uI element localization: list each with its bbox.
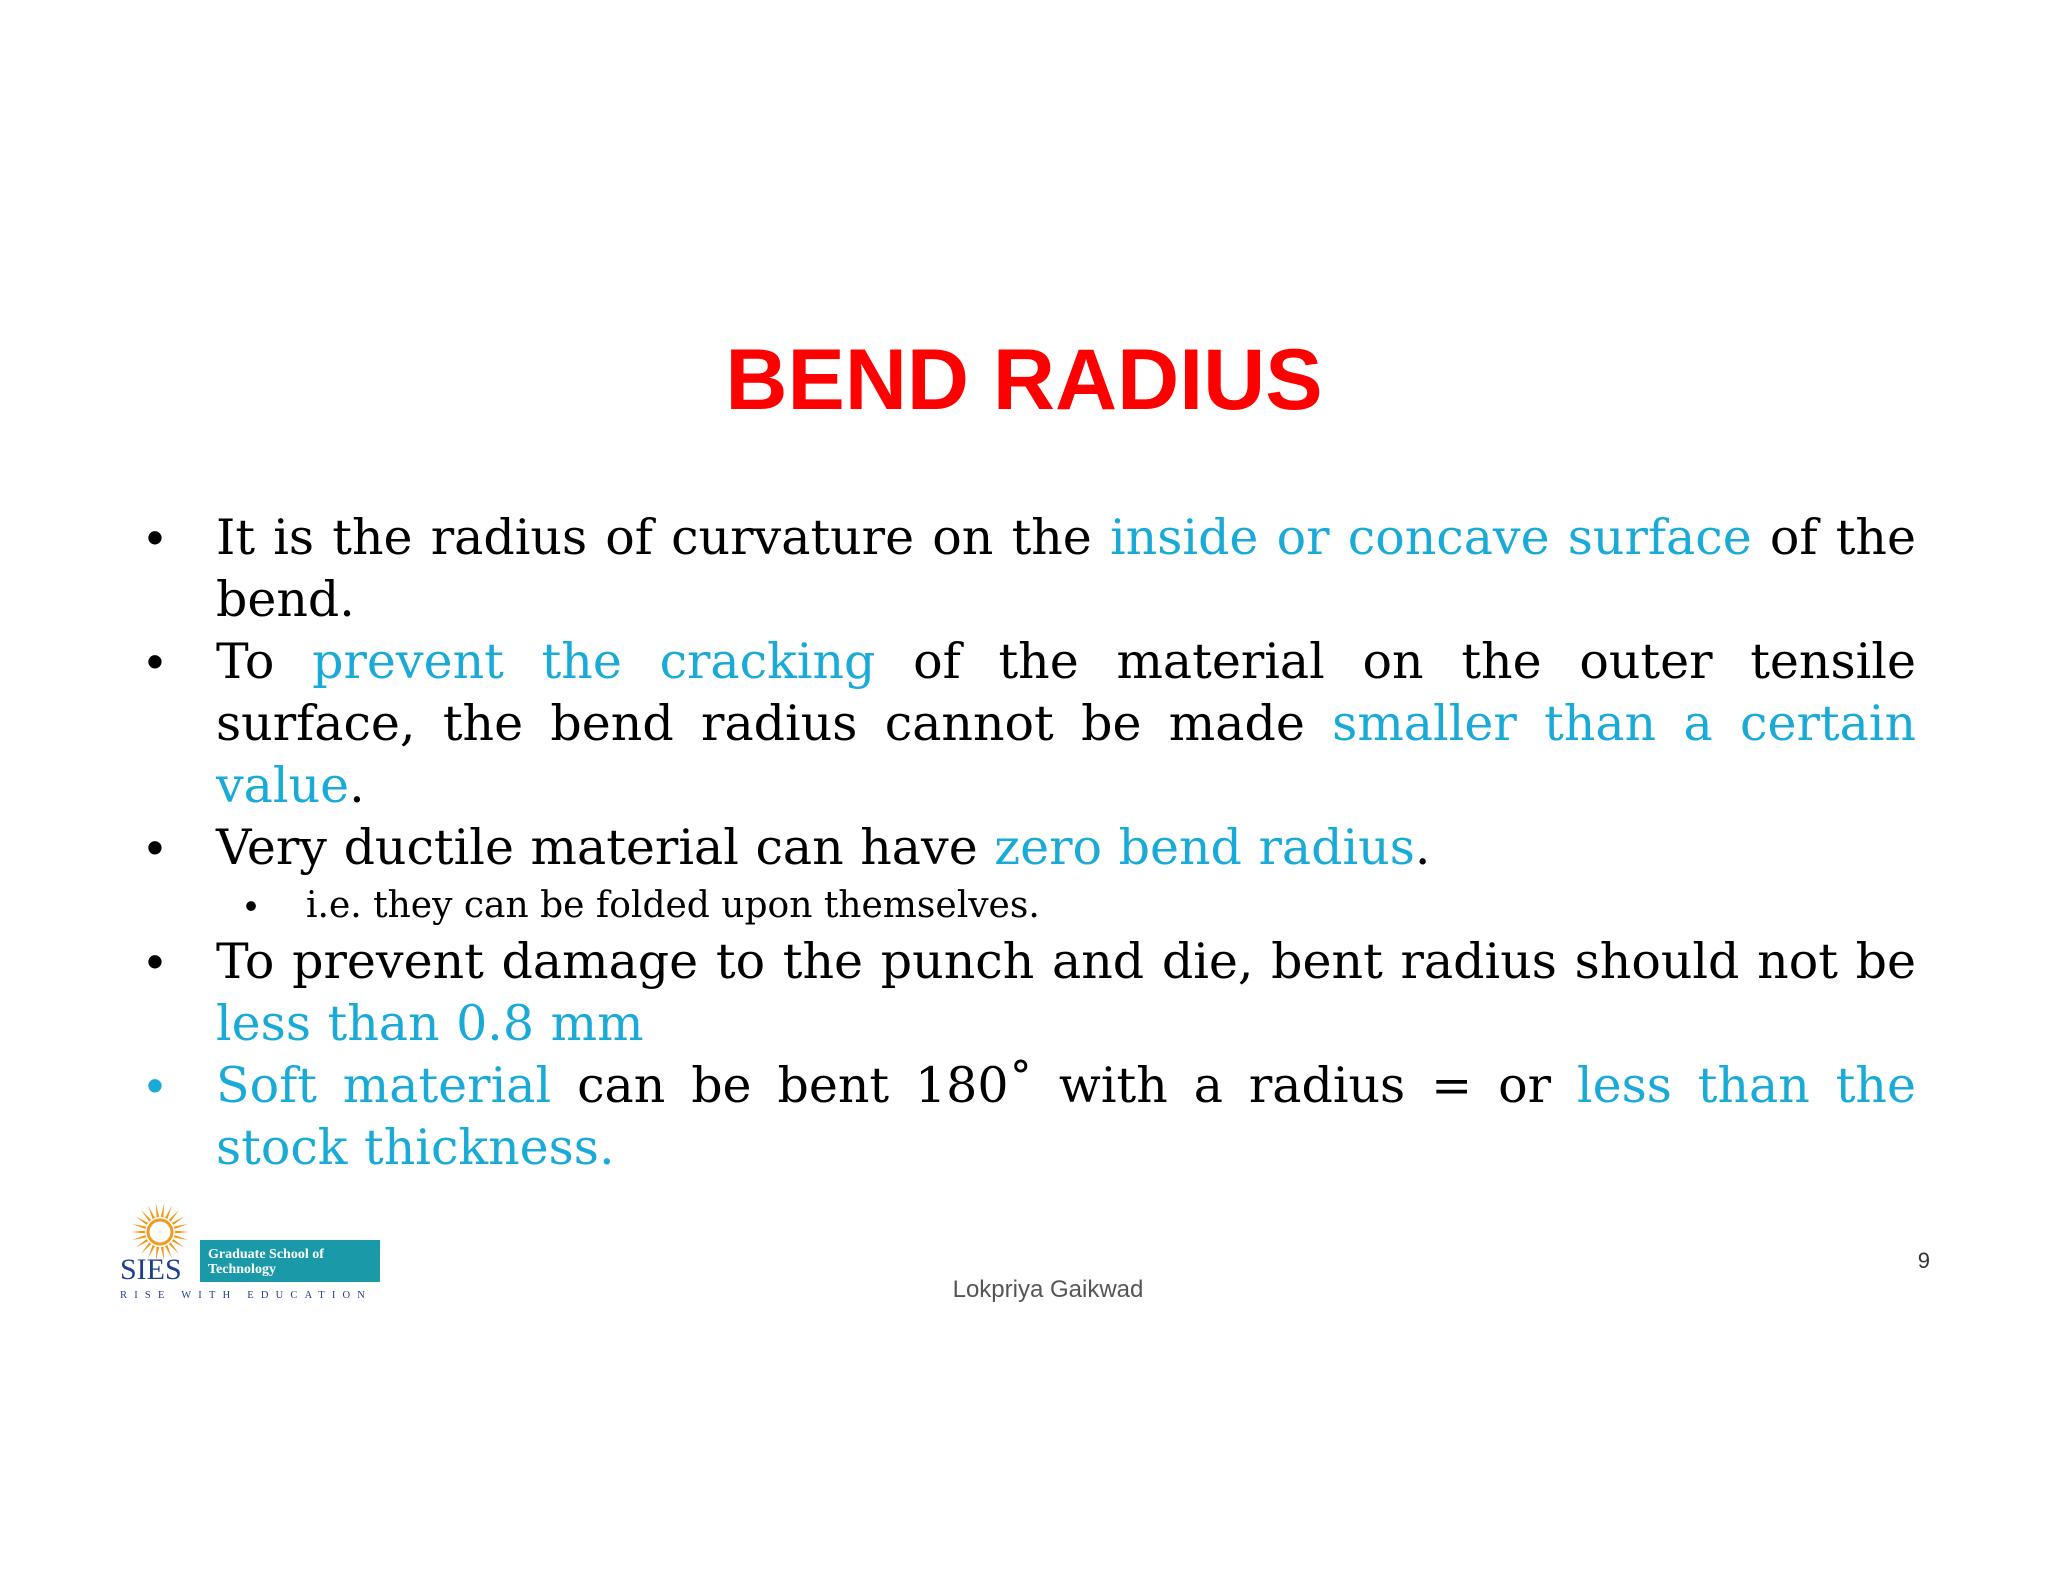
bullet-item	[140, 931, 1916, 1055]
highlighted-text: less than the stock thickness.	[216, 1057, 1916, 1176]
sun-ray	[161, 1203, 164, 1217]
sun-ray	[131, 1231, 145, 1234]
bullet-marker: •	[146, 635, 164, 689]
bullet-text: can be bent 180˚ with a radius = or	[551, 1057, 1577, 1114]
sun-ray	[148, 1206, 155, 1219]
highlighted-text: Soft material	[216, 1057, 552, 1114]
slide-title: BEND RADIUS	[725, 332, 1323, 428]
bullet-text: Very ductile material can have	[216, 819, 995, 876]
bullet-marker: •	[146, 1059, 164, 1113]
highlighted-text: less than 0.8 mm	[216, 995, 644, 1052]
sun-ray	[172, 1239, 185, 1248]
sun-ray	[165, 1206, 172, 1219]
highlighted-text: inside or concave surface	[1110, 509, 1752, 566]
logo-tagline: RISE WITH EDUCATION	[120, 1290, 373, 1301]
bullet-text: It is the radius of curvature on the	[216, 509, 1111, 566]
sub-bullet-text: i.e. they can be folded upon themselves.	[306, 885, 1040, 926]
bullet-text: To prevent damage to the punch and die, bent radius should not be	[216, 933, 1916, 990]
sun-ray	[132, 1224, 146, 1229]
sun-ray	[175, 1231, 189, 1234]
sun-ray	[156, 1203, 159, 1217]
sun-ray	[132, 1235, 146, 1240]
highlighted-text: zero bend radius	[994, 819, 1415, 876]
sun-ray	[174, 1235, 188, 1240]
logo-box-line1: Graduate School of	[208, 1247, 324, 1262]
sun-ray	[136, 1216, 149, 1225]
sun-ray	[169, 1210, 179, 1222]
bullet-list	[140, 507, 1916, 1179]
sun-ray	[172, 1216, 185, 1225]
logo-box-line2: Technology	[208, 1262, 276, 1277]
bullet-text: To	[216, 633, 313, 690]
sub-bullet-item	[140, 881, 1916, 931]
bullet-item	[140, 1055, 1916, 1179]
logo-name: SIES	[120, 1253, 182, 1286]
bullet-marker: •	[146, 821, 164, 875]
bullet-text: of the bend.	[216, 509, 1916, 628]
bullet-marker: •	[146, 935, 164, 989]
footer-author: Lokpriya Gaikwad	[952, 1276, 1144, 1303]
bullet-item	[140, 507, 1916, 631]
highlighted-text: prevent the cracking	[312, 633, 876, 690]
bullet-text: .	[349, 757, 365, 814]
sub-bullet-marker: •	[244, 885, 258, 926]
sun-ray	[136, 1239, 149, 1248]
bullet-item	[140, 817, 1916, 879]
sun-ray	[174, 1224, 188, 1229]
bullet-text: .	[1414, 819, 1431, 876]
bullet-item	[140, 631, 1916, 817]
bullet-text: of the material on the outer tensile surface, the bend radius cannot be made	[216, 633, 1916, 752]
page-number: 9	[1917, 1248, 1930, 1273]
highlighted-text: smaller than a certain value	[216, 695, 1917, 814]
bullet-marker: •	[146, 511, 164, 565]
sun-ray	[141, 1210, 151, 1222]
